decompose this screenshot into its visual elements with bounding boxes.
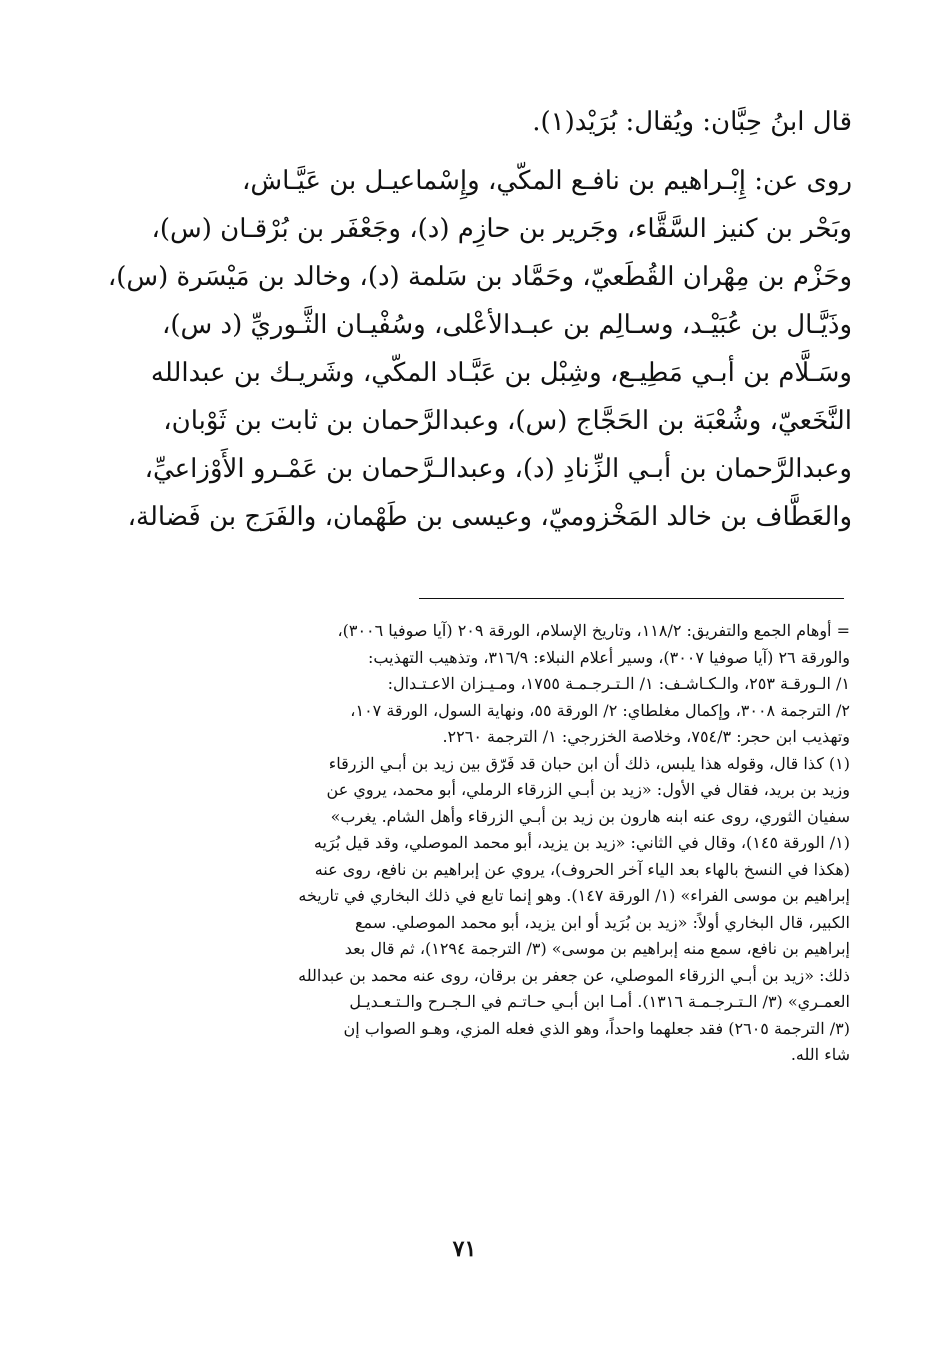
footnote-line: = أوهام الجمع والتفريق: ١١٨/٢، وتاريخ الإسلام، الورقة ٢٠٩ (آيا صوفيا ٣٠٠٦)، [337,621,850,640]
footnote-line: (هكذا في النسخ بالهاء بعد الياء آخر الحروف)، يروي عن إبراهيم بن نافع، روى عنه [314,859,850,879]
footnote-line: سفيان الثوري، روى عنه ابنه هارون بن زيد بن أبـي الزرقاء وأهل الشام. يغرب» [330,806,850,826]
main-text-line: وبَحْر بن كنيز السَّقَّاء، وجَرير بن حازِم (د)، وجَعْفَر بن بُرْقـان (س)، [151,214,852,244]
footnote-line: العمـري» (٣/ الـتـرجـمـة ١٣١٦). أمـا ابن أبـي حـاتـم في الـجـرح والـتـعـديـل [349,992,850,1011]
footnote-line: وتهذيب ابن حجر: ٧٥٤/٣، وخلاصة الخزرجي: ١/ الترجمة ٢٢٦٠. [442,727,850,746]
footnote-line: (١/ الورقة ١٤٥)، وقال في الثاني: «زيد بن يزيد، أبو محمد الموصلي، وقد قيل بُرَيه [313,833,850,852]
main-text-line: قال ابنُ حِبَّان: ويُقال: بُرَيْد(١). [532,107,852,137]
footnote-line: إبراهيم بن موسى الفراء» (١/ الورقة ١٤٧). وهو إنما تابع في ذلك البخاري في تاريخه [298,886,850,905]
footnote-line: الكبير، قال البخاري أولاً: «زيد بن بُرَيد أو ابن يزيد، أبو محمد الموصلي. سمع [354,912,850,932]
footnote-line: ٢/ الترجمة ٣٠٠٨، وإكمال مغلطاي: ٢/ الورقة ٥٥، ونهاية السول، الورقة ١٠٧، [350,700,850,720]
footnote-divider [419,598,844,599]
footnotes-block [100,618,850,1069]
footnote-line: والورقة ٢٦ (آيا صوفيا ٣٠٠٧)، وسير أعلام النبلاء: ٣١٦/٩، وتذهيب التهذيب: [368,647,850,667]
footnote-line: (١) كذا قال، وقوله هذا يلبس، ذلك أن ابن حبان قد فَرّق بين زيد بن أبـي الزرقاء [328,753,850,773]
main-text-line: روى عن: إِبْـراهيم بن نافـع المكّي، وإِسْماعيـل بن عَيَّـاش، [241,166,852,196]
footnote-line: ١/ الـورقـة ٢٥٣، والـكـاشـف: ١/ الـتـرجـمـة ١٧٥٥، ومـيـزان الاعـتـدال: [387,674,850,693]
page-number: ٧١ [452,1236,477,1262]
main-text-line: والعَطَّاف بن خالد المَخْزوميّ، وعيسى بن طَهْمان، والفَرَج بن فَضالة، [127,502,852,532]
main-text-line: وذَيَّـال بن عُبَيْـد، وسـالِم بن عبـدالأعْلى، وسُفْيـان الثَّـوريِّ (د س)، [162,310,852,340]
footnote-line: شاء الله. [790,1045,850,1064]
main-text-line: وحَزْم بن مِهْران القُطَعيّ، وحَمَّاد بن سَلمة (د)، وخالد بن مَيْسَرة (س)، [107,262,852,292]
main-text-line: وسَـلَّام بن أبـي مَطِيـع، وشِبْل بن عَبَّـاد المكّي، وشَريـك بن عبدالله [150,358,852,388]
main-text-line: النَّخَعيّ، وشُعْبَة بن الحَجَّاج (س)، وعبدالرَّحمان بن ثابت بن ثَوْبان، [163,406,852,436]
main-text-line: وعبدالرَّحمان بن أبـي الزِّنادِ (د)، وعبدالـرَّحمان بن عَمْـرو الأَوْزاعيِّ، [144,454,852,484]
footnote-line: (٣/ الترجمة ٢٦٠٥) فقد جعلهما واحداً، وهو الذي فعله المزي، وهـو الصواب إن [343,1018,850,1038]
footnote-line: وزيد بن بريد، فقال في الأول: «زيد بن أبـي الزرقاء الرملي، أبو محمد، يروي عن [326,780,850,799]
footnote-line: إبراهيم بن نافع، سمع منه إبراهيم بن موسى» (٣/ الترجمة ١٢٩٤)، ثم قال بعد [344,939,850,958]
footnote-line: ذلك: «زيد بن أبـي الزرقاء الموصلي، عن جعفر بن برقان، روى عنه محمد بن عبدالله [298,965,850,985]
main-text-block [100,95,852,541]
